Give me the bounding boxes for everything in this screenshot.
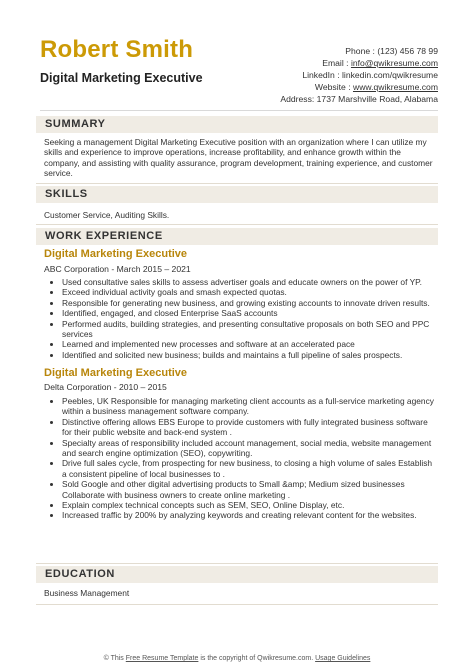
candidate-title: Digital Marketing Executive (40, 71, 203, 85)
job-bullets-1 (50, 277, 434, 360)
experience-rule (36, 563, 438, 564)
skills-heading: SKILLS (36, 186, 438, 203)
contact-website: Website : www.qwikresume.com (314, 82, 438, 92)
list-item: • Drive full sales cycle, from prospecting for new business, to closing a high volume of sales Establish a consistent pipeline of local businesses to . (62, 458, 434, 479)
job-title-2: Digital Marketing Executive (44, 367, 188, 379)
summary-heading: SUMMARY (36, 116, 438, 133)
list-item: • Specialty areas of responsibility included account management, social media, website management and search engine optimization (SEO), copywriting. (62, 438, 434, 459)
header-divider (40, 110, 438, 111)
footer: © This Free Resume Template is the copyright of Qwikresume.com. Usage Guidelines (103, 655, 371, 662)
email-link[interactable]: info@qwikresume.com (350, 58, 438, 68)
free-resume-template-link[interactable]: Free Resume Template (125, 655, 199, 662)
list-item: • Explain complex technical concepts such as SEM, SEO, Online Display, etc. (62, 500, 434, 510)
list-item: • Distinctive offering allows EBS Europe to provide customers with fully integrated business software for their public website and back-end system . (62, 417, 434, 438)
job-meta-1: ABC Corporation - March 2015 – 2021 (44, 264, 191, 274)
contact-email: Email : info@qwikresume.com (322, 58, 438, 68)
candidate-name: Robert Smith (40, 36, 194, 63)
job-meta-2: Delta Corporation - 2010 – 2015 (44, 382, 167, 392)
job-bullets-2 (50, 396, 434, 521)
experience-heading: WORK EXPERIENCE (36, 228, 438, 245)
list-item: • Sold Google and other digital advertising products to Small &amp; Medium sized businesses Collaborate with business owners to create online marketing . (62, 479, 434, 500)
education-text: Business Management (44, 588, 130, 598)
list-item: • Exceed individual activity goals and smash expected quotas. (62, 287, 434, 297)
usage-guidelines-link[interactable]: Usage Guidelines (315, 655, 371, 662)
list-item: • Peebles, UK Responsible for managing marketing client accounts as a full-service marketing agency within a business management software company. (62, 396, 434, 417)
list-item: • Used consultative sales skills to assess advertiser goals and educate owners on the power of YP. (62, 277, 434, 287)
summary-rule (36, 183, 438, 184)
contact-block (280, 45, 438, 105)
website-link[interactable]: www.qwikresume.com (352, 82, 438, 92)
job-title-1: Digital Marketing Executive (44, 248, 188, 260)
list-item: • Learned and implemented new processes and software at an accelerated pace (62, 339, 434, 349)
list-item: • Responsible for generating new business, and growing existing accounts to innovate driven results. (62, 298, 434, 308)
skills-rule (36, 224, 438, 225)
contact-linkedin: LinkedIn : linkedin.com/qwikresume (302, 70, 438, 80)
education-rule (36, 604, 438, 605)
list-item: • Identified, engaged, and closed Enterprise SaaS accounts (62, 308, 434, 318)
contact-phone: Phone : (123) 456 78 99 (345, 46, 438, 56)
contact-address: Address: 1737 Marshville Road, Alabama (280, 94, 438, 104)
list-item: • Performed audits, building strategies, and presenting consultative proposals on both SEO and PPC services (62, 319, 434, 340)
skills-text: Customer Service, Auditing Skills. (44, 210, 170, 220)
summary-text: Seeking a management Digital Marketing Executive position with an organization where I can utilize my skills and experience to improve operations, increase profitability, and enhance growth within the company, and assisting with quality assurance, program development, training experience, and customer service. (44, 137, 433, 179)
list-item: • Identified and solicited new business; builds and maintains a full pipeline of sales prospects. (62, 350, 434, 360)
education-heading: EDUCATION (36, 566, 438, 583)
list-item: • Increased traffic by 200% by analyzing keywords and creating relevant content for the websites. (62, 510, 434, 520)
